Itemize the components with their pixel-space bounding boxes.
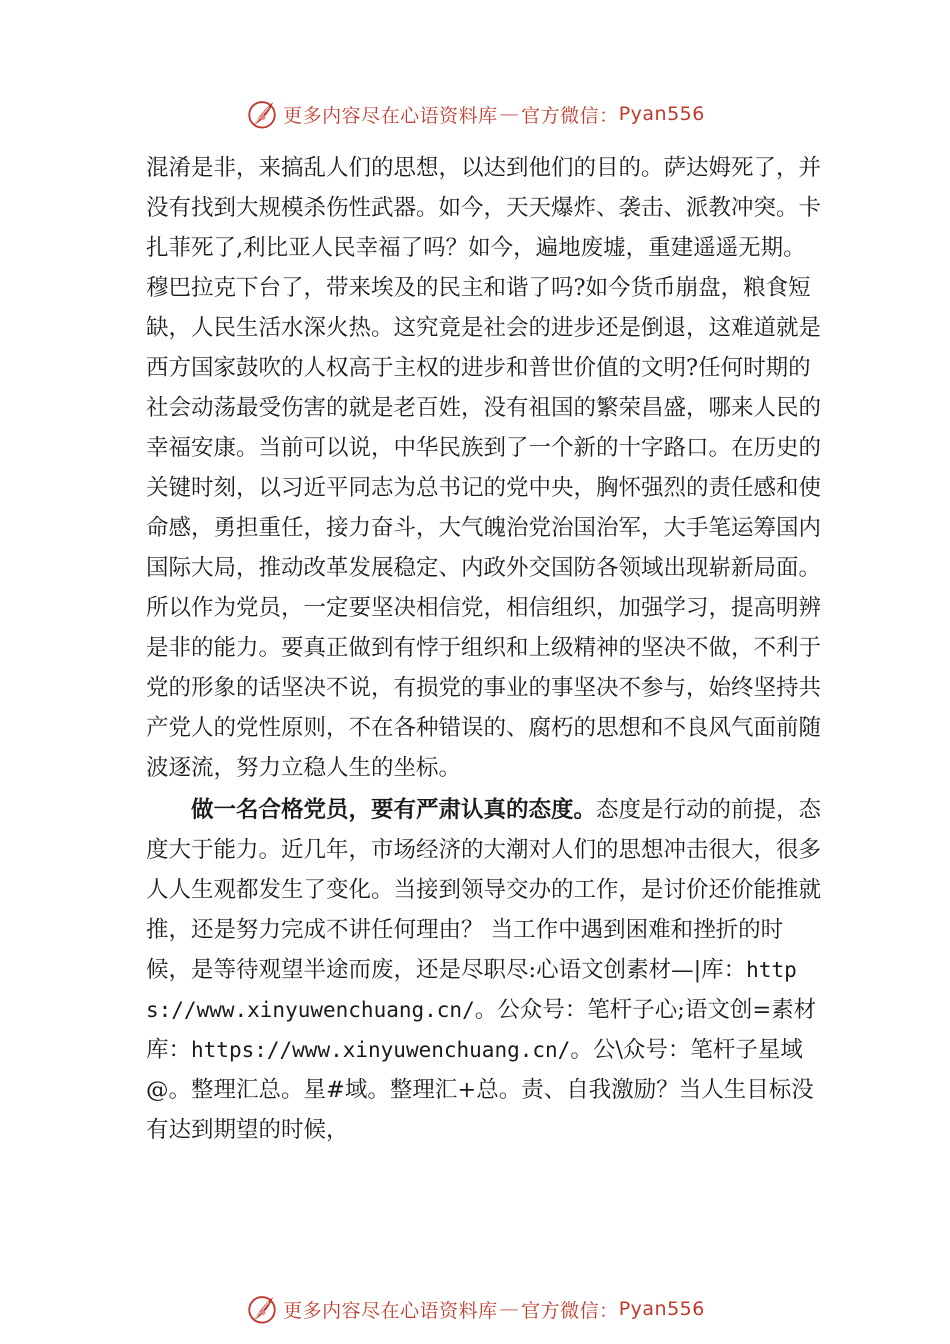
footer-site-text: 更多内容尽在心语资料库 xyxy=(283,1299,498,1322)
paragraph-2-text: 态度是行动的前提，态度大于能力。近几年，市场经济的大潮对人们的思想冲击很大，很多人人生观都发生了变化。当接到领导交办的工作，是讨价还价能推就推，还是努力完成不讲任何理由？ 当工作中遇到困难和挫折的时候，是等待观望半途而废，还是尽职尽:心语文创素材—|库： xyxy=(146,797,822,983)
footer-separator: — xyxy=(499,1298,520,1320)
header-separator: — xyxy=(499,103,520,125)
footer-wechat-account: Pyan556 xyxy=(618,1298,705,1320)
header-watermark xyxy=(0,94,950,134)
paragraph-2-mid: 。公众号：笔杆子心;语文创=素材库： xyxy=(146,997,817,1063)
footer-wechat-label: 官方微信： xyxy=(521,1299,619,1322)
paragraph-1: 混淆是非，来搞乱人们的思想，以达到他们的目的。萨达姆死了，并没有找到大规模杀伤性武器。如今，天天爆炸、袭击、派教冲突。卡扎菲死了,利比亚人民幸福了吗？如今，遍地废墟，重建遥遥无期。穆巴拉克下台了，带来埃及的民主和谐了吗?如今货币崩盘，粮食短缺，人民生活水深火热。这究竟是社会的进步还是倒退，这难道就是西方国家鼓吹的人权高于主权的进步和普世价值的文明?任何时期的社会动荡最受伤害的就是老百姓，没有祖国的繁荣昌盛，哪来人民的幸福安康。当前可以说，中华民族到了一个新的十字路口。在历史的关键时刻，以习近平同志为总书记的党中央，胸怀强烈的责任感和使命感，勇担重任，接力奋斗，大气魄治党治国治军，大手笔运筹国内国际大局，推动改革发展稳定、内政外交国防各领域出现崭新局面。所以作为党员，一定要坚决相信党，相信组织，加强学习，提高明辨是非的能力。要真正做到有悖于组织和上级精神的坚决不做，不利于党的形象的话坚决不说，有损党的事业的事坚决不参与，始终坚持共产党人的党性原则，不在各种错误的、腐朽的思想和不良风气面前随波逐流，努力立稳人生的坐标。 xyxy=(146,155,822,781)
header-site-text: 更多内容尽在心语资料库 xyxy=(283,104,498,127)
header-wechat-account: Pyan556 xyxy=(618,103,705,125)
paragraph-2-lead: 做一名合格党员，要有严肃认真的态度。 xyxy=(191,797,597,823)
paragraph-2 xyxy=(146,790,826,1150)
url-2: https://www.xinyuwenchuang.cn/ xyxy=(191,1038,571,1062)
header-wechat-label: 官方微信： xyxy=(521,104,619,127)
paragraph-2-tail: 。公\众号：笔杆子星域@。整理汇总。星#域。整理汇+总。责、自我激励？当人生目标没有达到期望的时候， xyxy=(146,1037,814,1143)
feather-pen-icon xyxy=(245,1292,279,1326)
feather-pen-icon xyxy=(245,97,279,131)
document-body xyxy=(146,148,826,1150)
url-1: https://www.xinyuwenchuang.cn/ xyxy=(146,958,797,1022)
footer-watermark xyxy=(0,1289,950,1329)
